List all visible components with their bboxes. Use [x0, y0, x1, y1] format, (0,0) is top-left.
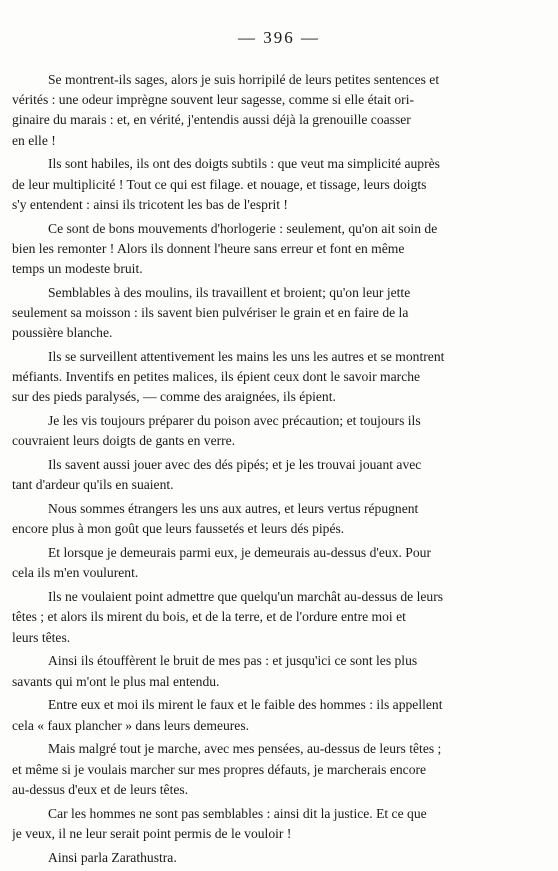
- text-line: cela « faux plancher » dans leurs demeures.: [12, 717, 250, 733]
- paragraph: [12, 283, 542, 344]
- text-line: poussière blanche.: [12, 325, 113, 341]
- text-line: Entre eux et moi ils mirent le faux et le faible des hommes : ils appellent: [48, 697, 443, 713]
- text-line: encore plus à mon goût que leurs faussetés et leurs dés pipés.: [12, 521, 345, 537]
- paragraph: [12, 411, 542, 451]
- text-line: tant d'ardeur qu'ils en suaient.: [12, 477, 174, 493]
- text-line: Ils savent aussi jouer avec des dés pipés; et je les trouvai jouant avec: [48, 457, 422, 473]
- text-line: temps un modeste bruit.: [12, 261, 143, 277]
- paragraph: [12, 70, 542, 151]
- text-line: ginaire du marais : et, en vérité, j'entendis aussi déjà la grenouille coasser: [12, 112, 411, 128]
- text-line: sur des pieds paralysés, — comme des araignées, ils épient.: [12, 389, 336, 405]
- text-line: bien les remonter ! Alors ils donnent l'heure sans erreur et font en même: [12, 240, 405, 256]
- text-line: Et lorsque je demeurais parmi eux, je demeurais au-dessus d'eux. Pour: [48, 545, 431, 561]
- text-line: Mais malgré tout je marche, avec mes pensées, au-dessus de leurs têtes ;: [48, 741, 442, 757]
- paragraph: [12, 587, 542, 648]
- text-line: je veux, il ne leur serait point permis de le vouloir !: [12, 825, 292, 841]
- text-line: au-dessus d'eux et de leurs têtes.: [12, 781, 189, 797]
- paragraph: [12, 347, 542, 408]
- text-line: têtes ; et alors ils mirent du bois, et de la terre, et de l'ordure entre moi et: [12, 609, 406, 625]
- text-line: Ainsi ils étouffèrent le bruit de mes pas : et jusqu'ici ce sont les plus: [48, 653, 418, 669]
- paragraph: [12, 499, 542, 539]
- text-line: Ils sont habiles, ils ont des doigts subtils : que veut ma simplicité auprès: [48, 156, 440, 172]
- text-line: Semblables à des moulins, ils travaillent et broient; qu'on leur jette: [48, 284, 411, 300]
- paragraph: [12, 804, 542, 844]
- text-line: Ce sont de bons mouvements d'horlogerie : seulement, qu'on ait soin de: [48, 220, 438, 236]
- text-line: Se montrent-ils sages, alors je suis horripilé de leurs petites sentences et: [48, 72, 440, 87]
- page-number: — 396 —: [238, 28, 320, 47]
- text-line: vérités : une odeur imprègne souvent leur sagesse, comme si elle était ori-: [12, 92, 415, 108]
- paragraph: [12, 154, 542, 215]
- text-line: méfiants. Inventifs en petites malices, ils épient ceux dont le savoir marche: [12, 369, 421, 385]
- text-line: couvraient leurs doigts de gants en verre.: [12, 433, 236, 449]
- body-text: [12, 70, 542, 871]
- text-line: Ils se surveillent attentivement les mains les uns les autres et se montrent: [48, 349, 445, 365]
- text-line: Ainsi parla Zarathustra.: [48, 849, 177, 865]
- text-line: savants qui m'ont le plus mal entendu.: [12, 673, 220, 689]
- text-line: leurs têtes.: [12, 629, 71, 645]
- paragraph: [12, 543, 542, 583]
- text-line: Nous sommes étrangers les uns aux autres, et leurs vertus répugnent: [48, 501, 419, 517]
- text-line: s'y entendent : ainsi ils tricotent les bas de l'esprit !: [12, 196, 288, 212]
- text-line: et même si je voulais marcher sur mes propres défauts, je marcherais encore: [12, 761, 427, 777]
- text-line: Car les hommes ne sont pas semblables : ainsi dit la justice. Et ce que: [48, 805, 427, 821]
- paragraph: [30, 848, 542, 868]
- paragraph: [12, 695, 542, 735]
- paragraph: [12, 651, 542, 691]
- text-line: de leur multiplicité ! Tout ce qui est filage. et nouage, et tissage, leurs doigts: [12, 176, 427, 192]
- text-line: seulement sa moisson : ils savent bien pulvériser le grain et en faire de la: [12, 305, 409, 321]
- text-line: cela ils m'en voulurent.: [12, 565, 139, 581]
- paragraph: [12, 219, 542, 280]
- text-line: Ils ne voulaient point admettre que quelqu'un marchât au-dessus de leurs: [48, 589, 444, 605]
- text-line: Je les vis toujours préparer du poison avec précaution; et toujours ils: [48, 413, 421, 429]
- paragraph: [12, 739, 542, 800]
- paragraph: [12, 455, 542, 495]
- text-line: en elle !: [12, 132, 56, 148]
